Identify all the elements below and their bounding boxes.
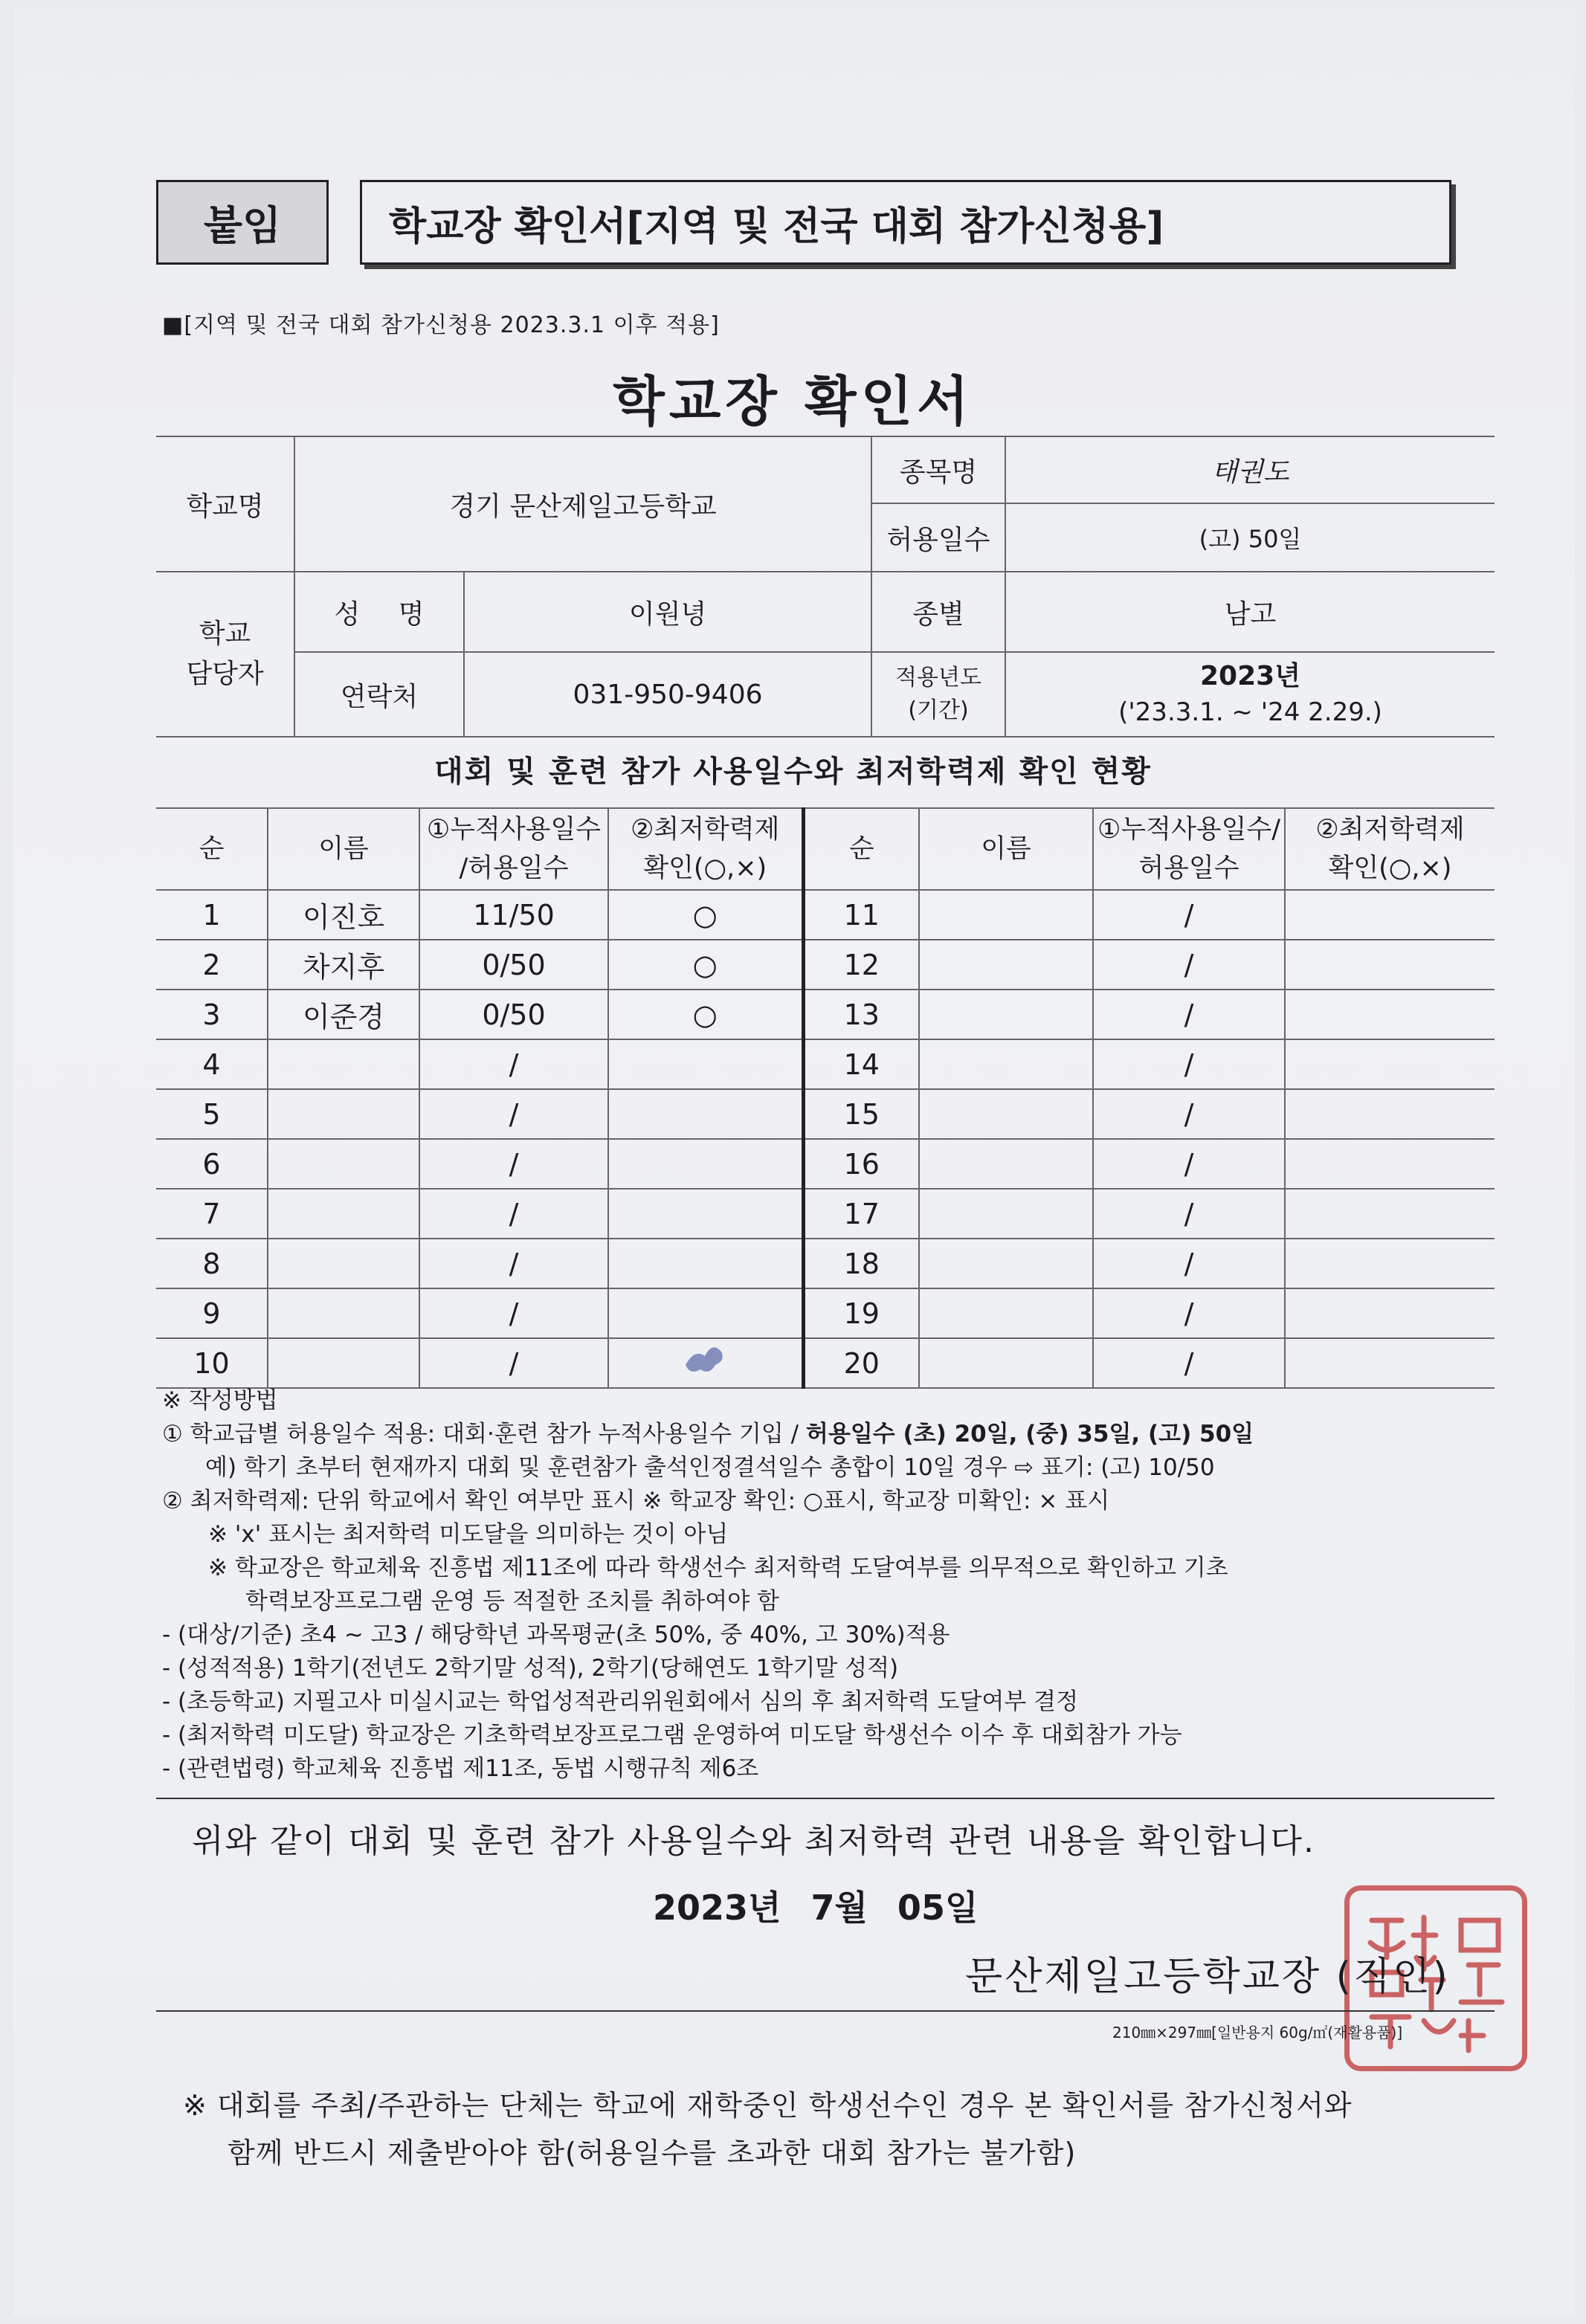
row-days-right: /	[1093, 890, 1285, 940]
row-name-right	[919, 1089, 1093, 1139]
row-no-left: 6	[156, 1139, 268, 1189]
row-no-right: 18	[803, 1239, 919, 1288]
col-no-right: 순	[803, 808, 919, 890]
row-name-left: 이준경	[268, 990, 419, 1039]
row-no-left: 4	[156, 1039, 268, 1089]
row-no-left: 8	[156, 1239, 268, 1288]
table-row	[156, 890, 1495, 940]
note-4: ※ 학교장은 학교체육 진흥법 제11조에 따라 학생선수 최저학력 도달여부를 의무적으로 확인하고 기초	[208, 1555, 1228, 1581]
row-days-right: /	[1093, 1089, 1285, 1139]
row-check-right	[1285, 1139, 1495, 1189]
table-row	[156, 1039, 1495, 1089]
row-name-right	[919, 890, 1093, 940]
col-days-right	[1093, 808, 1285, 890]
manager-label: 학교 담당자	[156, 572, 294, 737]
row-name-right	[919, 1239, 1093, 1288]
row-name-left	[268, 1189, 419, 1239]
row-check-right	[1285, 1189, 1495, 1239]
row-no-right: 20	[803, 1338, 919, 1388]
row-name-left: 차지후	[268, 940, 419, 990]
row-days-right: /	[1093, 990, 1285, 1039]
notes-heading: ※ 작성방법	[162, 1387, 278, 1414]
divider-top	[156, 1798, 1495, 1799]
row-days-left: 0/50	[419, 940, 608, 990]
submission-note-line2: 함께 반드시 제출받아야 함(허용일수를 초과한 대회 참가는 불가함)	[228, 2137, 1077, 2169]
row-check-left: ○	[608, 890, 803, 940]
row-no-left: 1	[156, 890, 268, 940]
col-check-right-line1: ②최저학력제	[1315, 815, 1465, 845]
row-check-right	[1285, 1288, 1495, 1338]
row-days-right: /	[1093, 1338, 1285, 1388]
row-days-left: /	[419, 1089, 608, 1139]
year-label-line1: 적용년도	[895, 665, 981, 691]
name-label: 성 명	[294, 572, 464, 652]
row-days-right: /	[1093, 940, 1285, 990]
row-check-right	[1285, 1338, 1495, 1388]
row-check-left	[608, 1288, 803, 1338]
row-no-right: 12	[803, 940, 919, 990]
section-title: 대회 및 훈련 참가 사용일수와 최저학력제 확인 현황	[434, 755, 1152, 789]
issue-date: 2023년 7월 05일	[653, 1888, 979, 1928]
row-days-left: /	[419, 1189, 608, 1239]
row-no-left: 5	[156, 1089, 268, 1139]
row-check-left	[608, 1039, 803, 1089]
school-label: 학교명	[156, 436, 294, 572]
name-value: 이원녕	[464, 572, 871, 652]
row-no-left: 3	[156, 990, 268, 1039]
row-check-right	[1285, 1039, 1495, 1089]
contact-value: 031-950-9406	[464, 652, 871, 737]
principal-signature: 문산제일고등학교장 (직인)	[965, 1955, 1450, 1999]
row-check-right	[1285, 940, 1495, 990]
table-row	[156, 990, 1495, 1039]
divider-bottom	[156, 2010, 1495, 2012]
row-days-left: /	[419, 1039, 608, 1089]
row-name-right	[919, 1189, 1093, 1239]
row-days-left: /	[419, 1288, 608, 1338]
detail-1: - (대상/기준) 초4 ~ 고3 / 해당학년 과목평균(초 50%, 중 40%, 고 30%)적용	[162, 1621, 950, 1648]
row-days-right: /	[1093, 1239, 1285, 1288]
note-2: ② 최저학력제: 단위 학교에서 확인 여부만 표시 ※ 학교장 확인: ○표시, 학교장 미확인: × 표시	[162, 1488, 1110, 1514]
row-no-right: 11	[803, 890, 919, 940]
participation-table	[156, 807, 1495, 1389]
row-days-right: /	[1093, 1288, 1285, 1338]
year-label	[871, 652, 1005, 737]
note-1	[162, 1418, 1500, 1451]
allowed-label: 허용일수	[871, 503, 1005, 572]
row-no-left: 10	[156, 1338, 268, 1388]
row-name-left	[268, 1288, 419, 1338]
row-no-right: 15	[803, 1089, 919, 1139]
row-days-left: /	[419, 1338, 608, 1388]
row-days-left: /	[419, 1239, 608, 1288]
row-check-right	[1285, 1239, 1495, 1288]
row-check-left: ○	[608, 990, 803, 1039]
col-days-left-line1: ①누적사용일수	[426, 815, 602, 845]
row-name-left	[268, 1089, 419, 1139]
col-name-left: 이름	[268, 808, 419, 890]
row-name-left: 이진호	[268, 890, 419, 940]
detail-2: - (성적적용) 1학기(전년도 2학기말 성적), 2학기(당해연도 1학기말 성적)	[162, 1655, 899, 1682]
col-check-left-line1: ②최저학력제	[631, 815, 780, 845]
col-name-right: 이름	[919, 808, 1093, 890]
event-label: 종목명	[871, 436, 1005, 503]
col-days-left	[419, 808, 608, 890]
period-value: ('23.3.1. ~ '24 2.29.)	[1118, 697, 1382, 727]
row-check-left	[608, 1139, 803, 1189]
document-heading: 학교장 확인서[지역 및 전국 대회 참가신청용]	[360, 180, 1451, 265]
row-check-right	[1285, 990, 1495, 1039]
detail-5: - (관련법령) 학교체육 진흥법 제11조, 동법 시행규칙 제6조	[162, 1755, 759, 1782]
row-name-left	[268, 1039, 419, 1089]
allowed-value: (고) 50일	[1005, 503, 1495, 572]
row-name-right	[919, 1288, 1093, 1338]
table-row	[156, 1189, 1495, 1239]
row-days-left: /	[419, 1139, 608, 1189]
col-check-right-line2: 확인(○,×)	[1328, 853, 1452, 883]
table-row	[156, 1089, 1495, 1139]
table-row	[156, 940, 1495, 990]
row-days-right: /	[1093, 1189, 1285, 1239]
row-name-right	[919, 1139, 1093, 1189]
detail-4: - (최저학력 미도달) 학교장은 기초학력보장프로그램 운영하여 미도달 학생선수 이수 후 대회참가 가능	[162, 1722, 1182, 1749]
col-days-right-line2: 허용일수	[1138, 853, 1240, 883]
row-days-right: /	[1093, 1139, 1285, 1189]
row-days-left: 0/50	[419, 990, 608, 1039]
row-name-right	[919, 1039, 1093, 1089]
row-check-left	[608, 1189, 803, 1239]
row-name-left	[268, 1139, 419, 1189]
ink-smudge	[680, 1335, 732, 1380]
col-days-right-line1: ①누적사용일수/	[1097, 815, 1281, 845]
table-row	[156, 1288, 1495, 1338]
note-3: ※ 'x' 표시는 최저학력 미도달을 의미하는 것이 아님	[208, 1521, 729, 1548]
note-1-bold: 허용일수 (초) 20일, (중) 35일, (고) 50일	[805, 1421, 1254, 1447]
form-subline: ■[지역 및 전국 대회 참가신청용 2023.3.1 이후 적용]	[162, 312, 720, 338]
row-name-right	[919, 940, 1093, 990]
col-check-left	[608, 808, 803, 890]
note-4-cont: 학력보장프로그램 운영 등 적절한 조치를 취하여야 함	[245, 1588, 779, 1615]
note-1-example: 예) 학기 초부터 현재까지 대회 및 훈련참가 출석인정결석일수 총합이 10일 경우 ⇨ 표기: (고) 10/50	[205, 1454, 1215, 1481]
detail-3: - (초등학교) 지필고사 미실시교는 학업성적관리위원회에서 심의 후 최저학력 도달여부 결정	[162, 1688, 1079, 1715]
contact-label: 연락처	[294, 652, 464, 737]
school-value: 경기 문산제일고등학교	[294, 436, 871, 572]
type-label: 종별	[871, 572, 1005, 652]
row-name-right	[919, 1338, 1093, 1388]
row-name-left	[268, 1239, 419, 1288]
row-no-right: 13	[803, 990, 919, 1039]
type-value: 남고	[1005, 572, 1495, 652]
row-check-right	[1285, 1089, 1495, 1139]
instructions	[162, 1384, 1500, 1786]
table-row	[156, 1239, 1495, 1288]
row-no-left: 2	[156, 940, 268, 990]
submission-note-line1: ※ 대회를 주최/주관하는 단체는 학교에 재학중인 학생선수인 경우 본 확인서를 참가신청서와	[183, 2089, 1353, 2122]
row-days-right: /	[1093, 1039, 1285, 1089]
year-cell	[1005, 652, 1495, 737]
row-no-right: 14	[803, 1039, 919, 1089]
year-label-line2: (기간)	[908, 697, 969, 723]
submission-note	[183, 2082, 1353, 2177]
col-no-left: 순	[156, 808, 268, 890]
form-title: 학교장 확인서	[613, 370, 973, 433]
col-days-left-line2: /허용일수	[459, 853, 569, 883]
row-no-right: 19	[803, 1288, 919, 1338]
year-value: 2023년	[1200, 661, 1300, 691]
row-check-right	[1285, 890, 1495, 940]
row-no-right: 17	[803, 1189, 919, 1239]
table-row	[156, 1338, 1495, 1388]
row-no-left: 7	[156, 1189, 268, 1239]
school-info-table	[156, 436, 1495, 737]
row-name-right	[919, 990, 1093, 1039]
row-check-left	[608, 1239, 803, 1288]
row-no-left: 9	[156, 1288, 268, 1338]
table-row	[156, 1139, 1495, 1189]
note-1-text: ① 학교급별 허용일수 적용: 대회·훈련 참가 누적사용일수 기입 /	[162, 1421, 806, 1447]
row-check-left	[608, 1089, 803, 1139]
row-name-left	[268, 1338, 419, 1388]
confirmation-text: 위와 같이 대회 및 훈련 참가 사용일수와 최저학력 관련 내용을 확인합니다.	[192, 1822, 1315, 1860]
col-check-right	[1285, 808, 1495, 890]
table-header-row	[156, 808, 1495, 890]
row-days-left: 11/50	[419, 890, 608, 940]
row-check-left: ○	[608, 940, 803, 990]
attachment-tag: 붙임	[156, 180, 329, 265]
col-check-left-line2: 확인(○,×)	[643, 853, 767, 883]
event-value: 태권도	[1005, 436, 1495, 503]
paper-spec: 210㎜×297㎜[일반용지 60g/㎡(재활용품)]	[1112, 2024, 1403, 2041]
row-no-right: 16	[803, 1139, 919, 1189]
